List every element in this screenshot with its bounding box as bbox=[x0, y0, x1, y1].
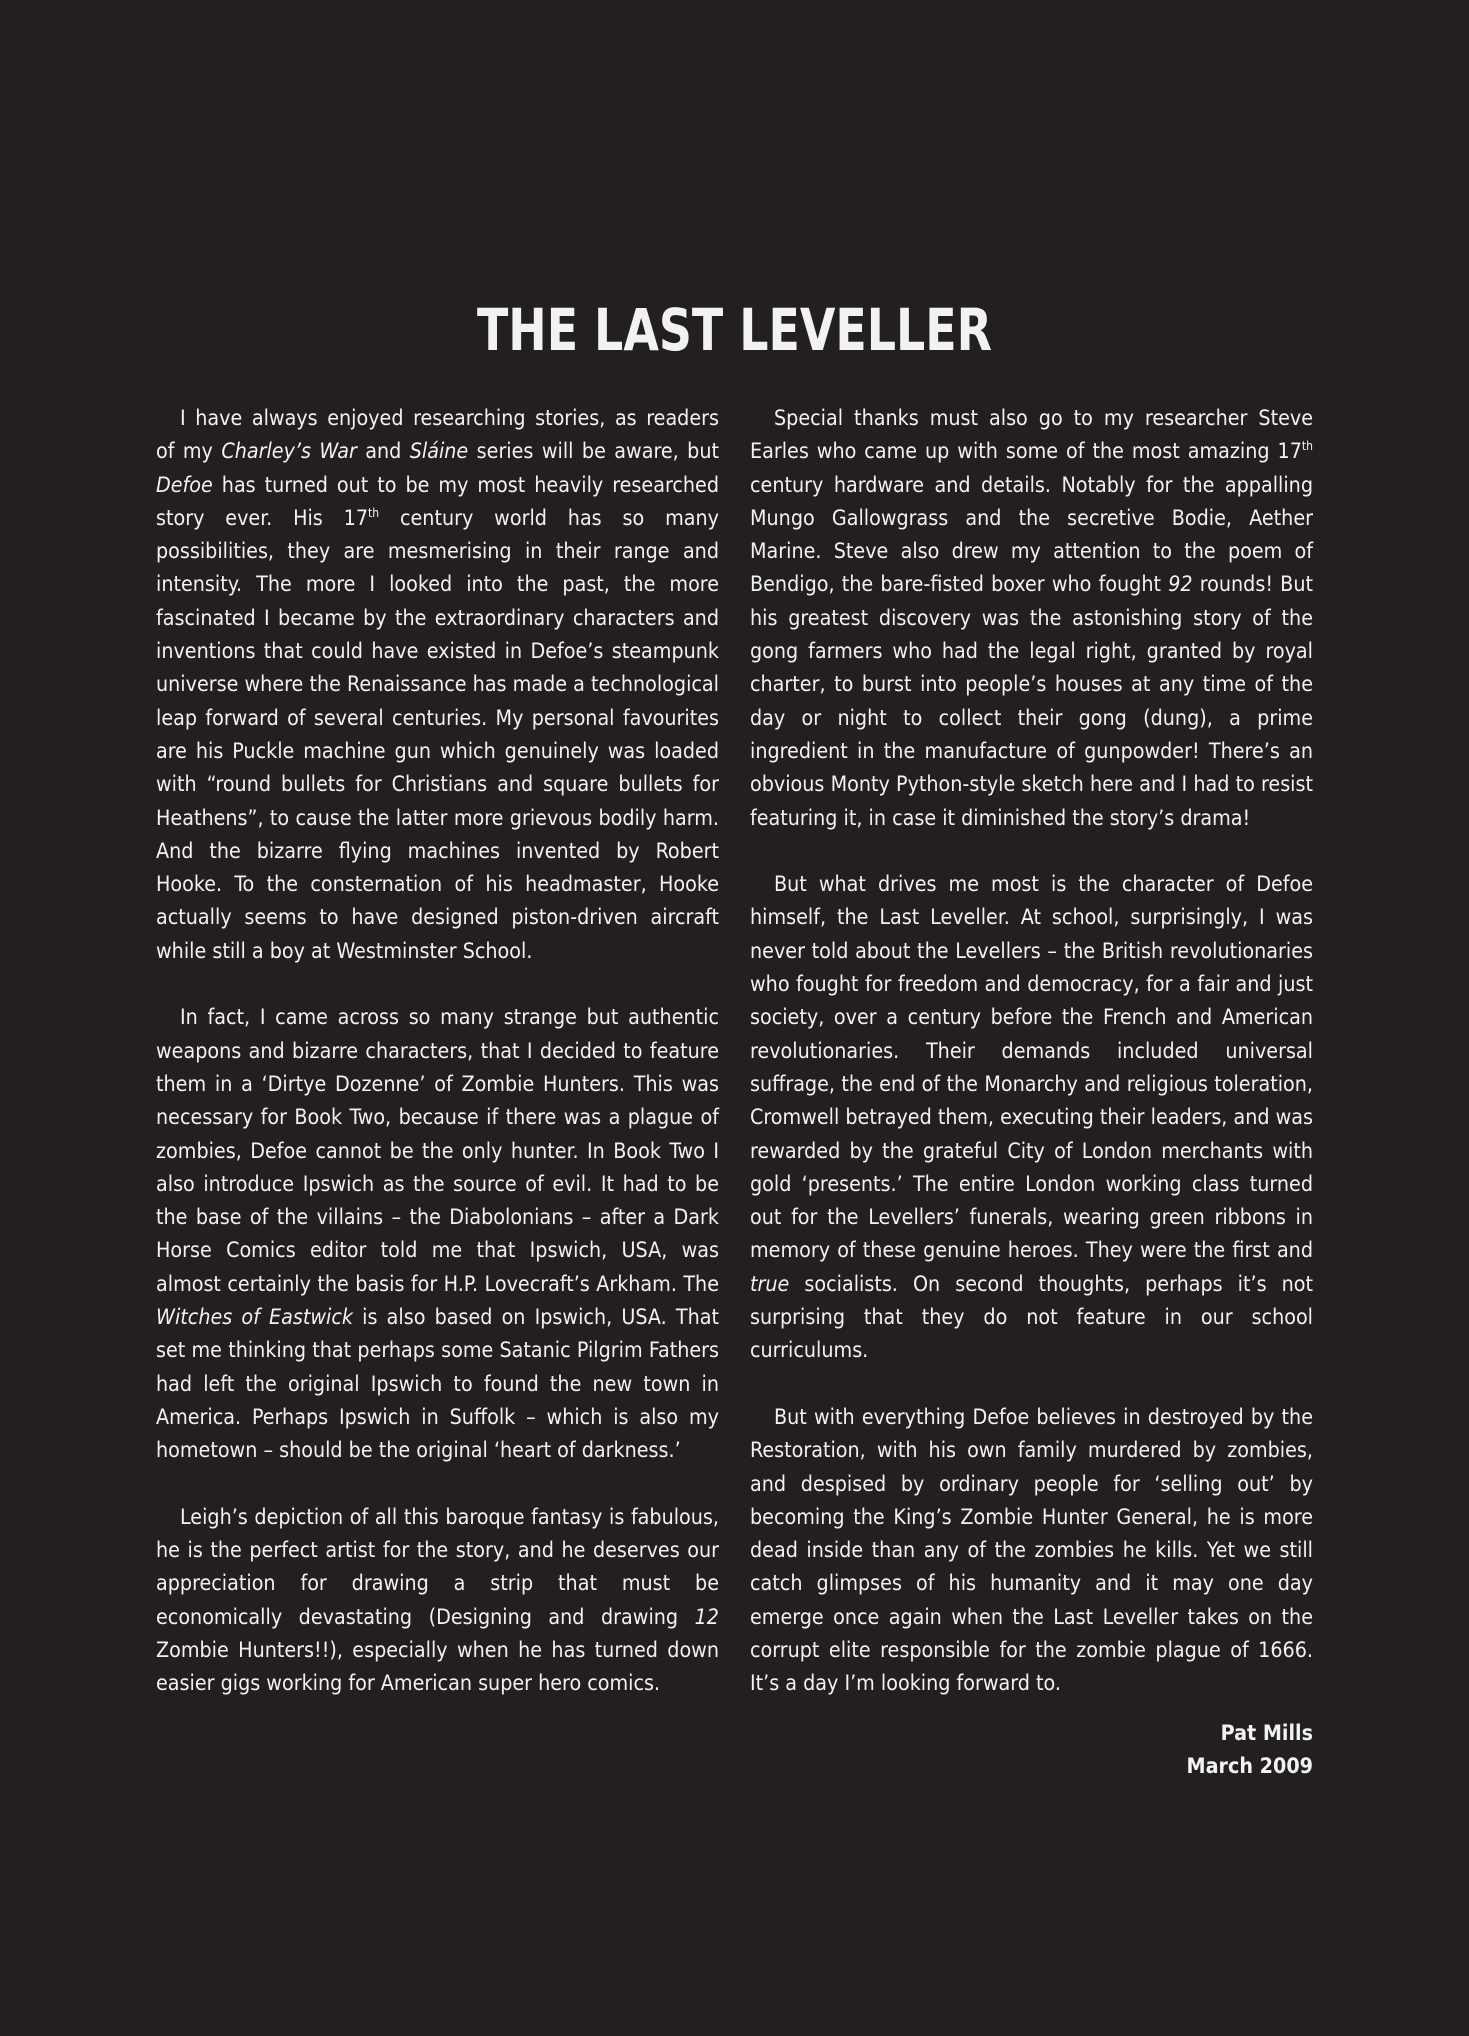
text-run: I have always enjoyed researching stories, as readers of my bbox=[156, 406, 719, 465]
text-run: Leigh’s depiction of all this baroque fantasy is fabulous, he is the perfect artist for the story, and he deserves our appreciation for drawing a strip that must be economically devastating (Designing and drawing bbox=[156, 1504, 719, 1630]
page-title: THE LAST LEVELLER bbox=[476, 296, 993, 364]
italic-title: Defoe bbox=[156, 472, 213, 498]
italic-title: Sláine bbox=[409, 439, 469, 465]
text-run: century world has so many possibilities, they are mesmerising in their range and intensity. The more I looked into the past, the more fascinated I became by the extraordinary characters and inventions that could have existed in Defoe’s steampunk universe where the Renaissance has made a technological leap forward of several centuries. My personal favourites are his Puckle machine gun which genuinely was loaded with “round bullets for Christians and square bullets for Heathens”, to cause the latter more grievous bodily harm. And the bizarre flying machines invented by Robert Hooke. To the consternation of his headmaster, Hooke actually seems to have designed piston-driven aircraft while still a boy at Westminster School. bbox=[156, 505, 719, 964]
text-run: But what drives me most is the character of Defoe himself, the Last Leveller. At school, surprisingly, I was never told about the Levellers – the British revolutionaries who fought for freedom and democracy, for a fair and just society, over a century before the French and American revolutionaries. Their demands included universal suffrage, the end of the Monarchy and religious toleration, Cromwell betrayed them, executing their leaders, and was rewarded by the grateful City of London merchants with gold ‘presents.’ The entire London working class turned out for the Levellers’ funerals, wearing green ribbons in memory of these genuine heroes. They were the first and bbox=[750, 872, 1313, 1264]
signature-date: March 2009 bbox=[1186, 1753, 1313, 1779]
text-run: series will be aware, but bbox=[468, 439, 719, 465]
right-column bbox=[750, 402, 1313, 1783]
left-column bbox=[156, 402, 719, 1734]
author-name: Pat Mills bbox=[1220, 1720, 1313, 1746]
signature-block bbox=[750, 1717, 1313, 1784]
text-run: and bbox=[356, 439, 410, 465]
superscript: th bbox=[1301, 439, 1313, 454]
paragraph bbox=[156, 402, 719, 968]
superscript: th bbox=[368, 505, 380, 520]
text-run: Special thanks must also go to my researcher Steve Earles who came up with some of the most amazing 17 bbox=[750, 406, 1313, 465]
text-run: socialists. On second thoughts, perhaps it’s not surprising that they do not feature in our school curriculums. bbox=[750, 1271, 1313, 1364]
text-run: In fact, I came across so many strange but authentic weapons and bizarre characters, that I decided to feature them in a ‘Dirtye Dozenne’ of Zombie Hunters. This was necessary for Book Two, because if there was a plague of zombies, Defoe cannot be the only hunter. In Book Two I also introduce Ipswich as the source of evil. It had to be the base of the villains – the Diabolonians – after a Dark Horse Comics editor told me that Ipswich, USA, was almost certainly the basis for H.P. Lovecraft’s Arkham. The bbox=[156, 1005, 719, 1297]
italic-title: Witches of Eastwick bbox=[156, 1305, 353, 1331]
text-run: is also based on Ipswich, USA. That set me thinking that perhaps some Satanic Pilgrim Fathers had left the original Ipswich to found the new town in America. Perhaps Ipswich in Suffolk – which is also my hometown – should be the original ‘heart of darkness.’ bbox=[156, 1305, 720, 1464]
paragraph bbox=[750, 868, 1313, 1367]
text-run: rounds! But his greatest discovery was the astonishing story of the gong farmers who had the legal right, granted by royal charter, to burst into people’s houses at any time of the day or night to collect their gong (dung), a prime ingredient in the manufacture of gunpowder! There’s an obvious Monty Python-style sketch here and I had to resist featuring it, in case it diminished the story’s drama! bbox=[750, 572, 1313, 831]
italic-title: Charley’s War bbox=[221, 439, 357, 465]
text-run: Zombie Hunters!!), especially when he has turned down easier gigs working for American super hero comics. bbox=[156, 1637, 719, 1697]
text-run: century hardware and details. Notably for the appalling Mungo Gallowgrass and the secretive Bodie, Aether Marine. Steve also drew my attention to the poem of Bendigo, the bare-fisted boxer who fought bbox=[750, 472, 1313, 598]
paragraph bbox=[156, 1001, 719, 1467]
text-run: has turned out to be my most heavily researched story ever. His 17 bbox=[156, 472, 719, 531]
text-run: But with everything Defoe believes in destroyed by the Restoration, with his own family murdered by zombies, and despised by ordinary people for ‘selling out’ by becoming the King’s Zombie Hunter General, he is more dead inside than any of the zombies he kills. Yet we still catch glimpses of his humanity and it may one day emerge once again when the Last Leveller takes on the corrupt elite responsible for the zombie plague of 1666. It’s a day I’m looking forward to. bbox=[750, 1404, 1313, 1697]
italic-word: true bbox=[750, 1271, 790, 1297]
paragraph bbox=[750, 1401, 1313, 1701]
italic-number: 92 bbox=[1168, 572, 1193, 598]
paragraph bbox=[156, 1501, 719, 1701]
paragraph bbox=[750, 402, 1313, 835]
italic-number: 12 bbox=[694, 1604, 719, 1630]
